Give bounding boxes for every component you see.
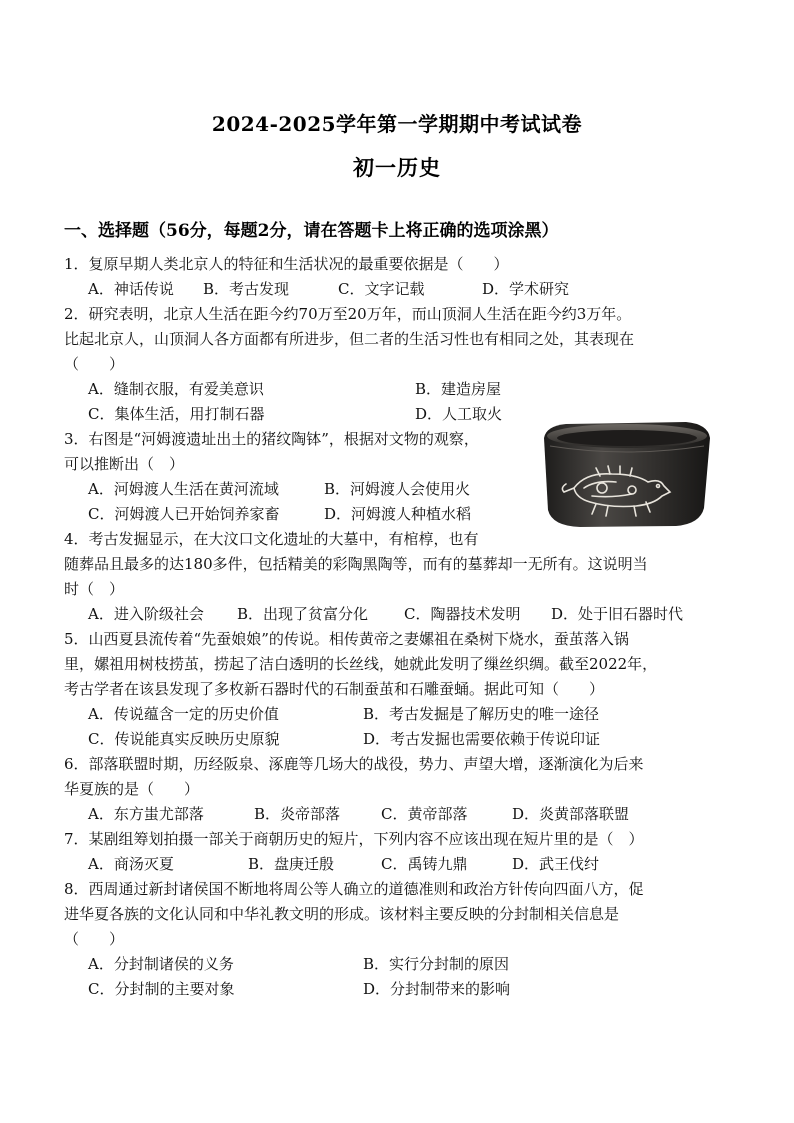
question-2-option-c: C．集体生活，用打制石器 (88, 405, 265, 423)
question-6-stem-2: 华夏族的是（ ） (64, 780, 200, 798)
question-8-option-c: C．分封制的主要对象 (88, 980, 235, 998)
question-5-option-b: B．考古发掘是了解历史的唯一途径 (363, 705, 600, 723)
question-4-option-c: C．陶器技术发明 (404, 605, 521, 623)
question-5-stem-3: 考古学者在该县发现了多枚新石器时代的石制蚕茧和石雕蚕蛹。据此可知（ ） (64, 680, 605, 698)
question-4-stem-1: 4．考古发掘显示，在大汶口文化遗址的大墓中，有棺椁，也有 (64, 530, 479, 548)
question-4-option-d: D．处于旧石器时代 (551, 605, 684, 623)
question-7-option-c: C．禹铸九鼎 (381, 855, 468, 873)
exam-title: 2024-2025学年第一学期期中考试试卷 (211, 112, 583, 136)
question-7-option-b: B．盘庚迁殷 (248, 855, 335, 873)
question-1-stem: 1．复原早期人类北京人的特征和生活状况的最重要依据是（ ） (64, 255, 509, 273)
question-3-option-d: D．河姆渡人种植水稻 (324, 505, 472, 523)
exam-subject: 初一历史 (353, 155, 441, 180)
question-3-stem-1: 3．右图是“河姆渡遗址出土的猪纹陶钵”，根据对文物的观察， (64, 430, 479, 448)
question-3-stem-2: 可以推断出（ ） (64, 455, 185, 473)
question-6-stem-1: 6．部落联盟时期，历经阪泉、涿鹿等几场大的战役，势力、声望大增，逐渐演化为后来 (64, 755, 644, 773)
question-8-option-b: B．实行分封制的原因 (363, 955, 510, 973)
question-4-option-b: B．出现了贫富分化 (237, 605, 369, 623)
question-6-option-d: D．炎黄部落联盟 (512, 805, 630, 823)
question-3-option-b: B．河姆渡人会使用火 (324, 480, 471, 498)
question-8-stem-3: （ ） (64, 930, 125, 948)
question-4-option-a: A．进入阶级社会 (88, 605, 204, 623)
question-6-option-c: C．黄帝部落 (381, 805, 468, 823)
question-6-option-b: B．炎帝部落 (254, 805, 341, 823)
question-5-stem-1: 5．山西夏县流传着“先蚕娘娘”的传说。相传黄帝之妻嫘祖在桑树下烧水，蚕茧落入锅 (64, 630, 629, 648)
question-1-option-a: A．神话传说 (88, 280, 174, 298)
question-8-option-a: A．分封制诸侯的义务 (88, 955, 234, 973)
question-6-option-a: A．东方蚩尤部落 (88, 805, 204, 823)
question-7-stem: 7．某剧组筹划拍摄一部关于商朝历史的短片，下列内容不应该出现在短片里的是（ ） (64, 830, 644, 848)
question-1-option-b: B．考古发现 (203, 280, 290, 298)
question-2-option-d: D．人工取火 (415, 405, 503, 423)
question-2-option-b: B．建造房屋 (415, 380, 502, 398)
question-1-option-d: D．学术研究 (482, 280, 570, 298)
question-2-stem-1: 2．研究表明，北京人生活在距今约70万至20万年，而山顶洞人生活在距今约3万年。 (64, 305, 632, 323)
question-5-option-c: C．传说能真实反映历史原貌 (88, 730, 280, 748)
question-2-option-a: A．缝制衣服，有爱美意识 (88, 380, 264, 398)
question-5-option-a: A．传说蕴含一定的历史价值 (88, 705, 279, 723)
question-1-option-c: C．文字记载 (338, 280, 425, 298)
question-4-stem-3: 时（ ） (64, 580, 125, 598)
question-5-option-d: D．考古发掘也需要依赖于传说印证 (363, 730, 601, 748)
question-2-stem-2: 比起北京人，山顶洞人各方面都有所进步，但二者的生活习性也有相同之处，其表现在 (64, 330, 635, 348)
question-3-option-c: C．河姆渡人已开始饲养家畜 (88, 505, 280, 523)
question-8-stem-2: 进华夏各族的文化认同和中华礼教文明的形成。该材料主要反映的分封制相关信息是 (64, 905, 620, 923)
question-2-stem-3: （ ） (64, 355, 125, 373)
section-heading: 一、选择题（56分，每题2分，请在答题卡上将正确的选项涂黑） (64, 221, 559, 241)
question-5-stem-2: 里，嫘祖用树枝捞茧，捞起了洁白透明的长丝线，她就此发明了缫丝织绸。截至2022年， (64, 655, 658, 673)
question-4-stem-2: 随葬品且最多的达180多件，包括精美的彩陶黑陶等，而有的墓葬却一无所有。这说明当 (64, 555, 648, 573)
question-3-option-a: A．河姆渡人生活在黄河流域 (88, 480, 279, 498)
pig-pattern-pottery-bowl-image (536, 416, 716, 530)
question-8-stem-1: 8．西周通过新封诸侯国不断地将周公等人确立的道德准则和政治方针传向四面八方，促 (64, 880, 644, 898)
question-7-option-d: D．武王伐纣 (512, 855, 600, 873)
question-7-option-a: A．商汤灭夏 (88, 855, 174, 873)
question-8-option-d: D．分封制带来的影响 (363, 980, 511, 998)
